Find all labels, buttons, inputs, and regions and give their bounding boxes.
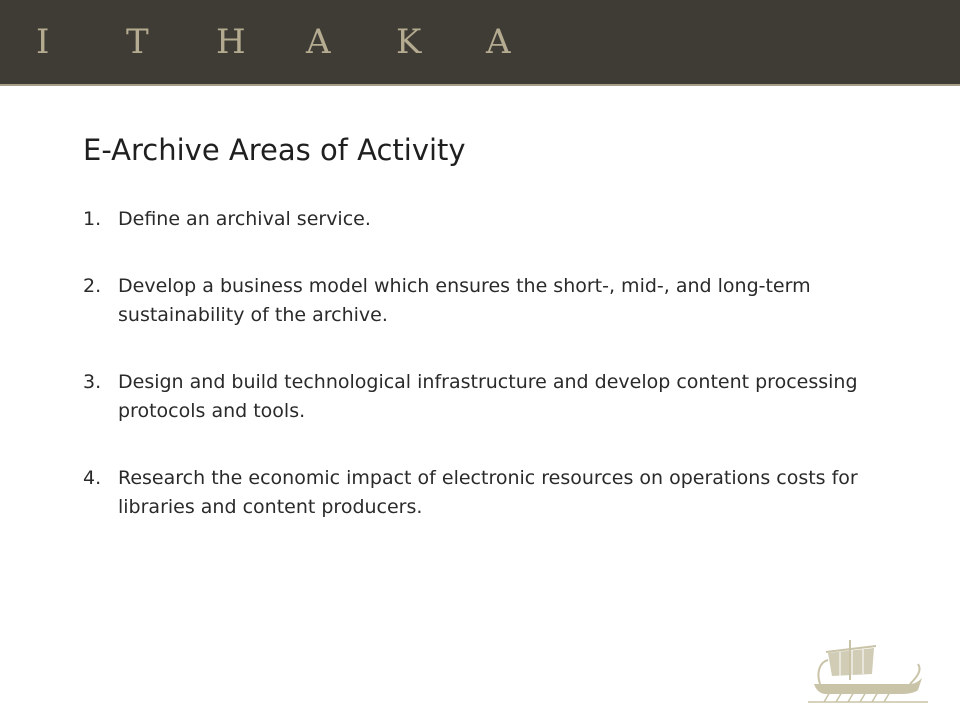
brand-letter: K — [396, 22, 422, 62]
list-item-number: 2. — [83, 275, 102, 297]
brand-letter: A — [306, 22, 331, 62]
brand-letter: I — [36, 22, 50, 62]
brand-letter: T — [126, 22, 149, 62]
list-item-text: Define an archival service. — [118, 208, 371, 230]
header-banner — [0, 0, 960, 86]
activity-list — [83, 205, 903, 560]
list-item-text: Design and build technological infrastructure and develop content processing protocols and tools. — [118, 371, 858, 422]
list-item — [83, 272, 903, 330]
brand-letter: A — [486, 22, 511, 62]
list-item-number: 4. — [83, 467, 102, 489]
list-item — [83, 464, 903, 522]
list-item-number: 3. — [83, 371, 102, 393]
list-item-text: Research the economic impact of electronic resources on operations costs for libraries and content producers. — [118, 467, 858, 518]
list-item — [83, 205, 903, 234]
list-item — [83, 368, 903, 426]
slide-title: E-Archive Areas of Activity — [83, 133, 466, 167]
list-item-number: 1. — [83, 208, 102, 230]
ship-icon — [806, 632, 930, 704]
brand-letter: H — [216, 22, 246, 62]
list-item-text: Develop a business model which ensures the short-, mid-, and long-term sustainability of the archive. — [118, 275, 811, 326]
brand-wordmark — [36, 22, 576, 62]
